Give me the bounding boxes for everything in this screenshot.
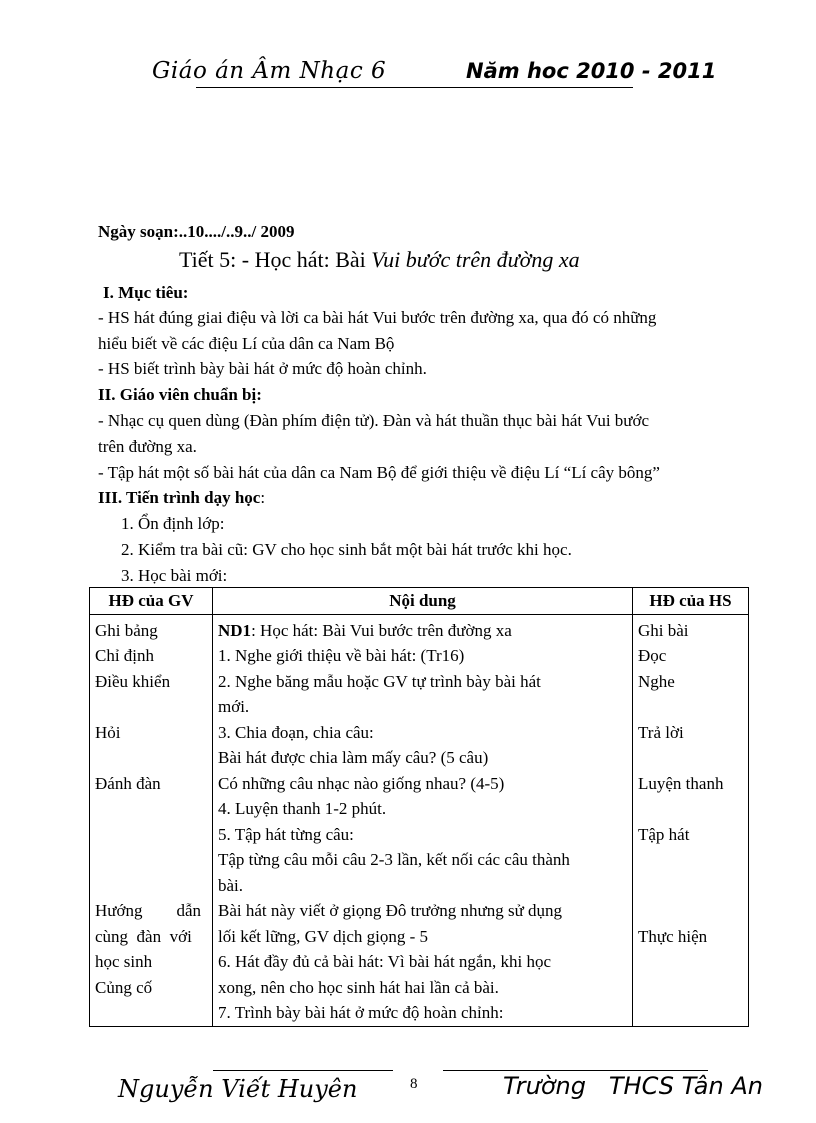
content-item: 3. Chia đoạn, chia câu: bbox=[218, 722, 374, 742]
header-school-year: Năm hoc 2010 - 2011 bbox=[466, 59, 717, 83]
content-item: 7. Trình bày bài hát ở mức độ hoàn chỉnh: bbox=[218, 1003, 504, 1022]
header-subject: Giáo án Âm Nhạc 6 bbox=[152, 58, 387, 84]
table-row bbox=[90, 614, 749, 1026]
content-title bbox=[218, 618, 627, 644]
hs-item bbox=[638, 873, 743, 899]
hs-item bbox=[638, 898, 743, 924]
gv-column bbox=[90, 614, 213, 1026]
section1-line: hiểu biết về các điệu Lí của dân ca Nam Bộ bbox=[98, 334, 395, 353]
gv-item bbox=[95, 873, 207, 899]
header-divider bbox=[196, 87, 633, 88]
gv-item: Củng cố bbox=[95, 977, 153, 997]
gv-item bbox=[95, 796, 207, 822]
gv-item bbox=[95, 745, 207, 771]
hs-item: Ghi bài bbox=[638, 620, 689, 640]
content-item: lối kết lững, GV dịch giọng - 5 bbox=[218, 926, 429, 946]
section3-heading bbox=[98, 488, 265, 508]
hs-item: Đọc bbox=[638, 646, 667, 665]
footer-divider-left bbox=[213, 1070, 393, 1071]
hs-item: Tập hát bbox=[638, 824, 690, 844]
content-item: 5. Tập hát từng câu: bbox=[218, 824, 354, 844]
footer-school: Trường THCS Tân An bbox=[503, 1072, 763, 1100]
date-line: Ngày soạn:..10..../..9../ 2009 bbox=[98, 222, 295, 241]
content-title-text: : Học hát: Bài Vui bước trên đường xa bbox=[251, 620, 512, 640]
section2-line: - Nhạc cụ quen dùng (Đàn phím điện tử). Đàn và hát thuần thục bài hát Vui bước bbox=[98, 411, 650, 430]
content-item: bài. bbox=[218, 875, 244, 895]
section3-step: 1. Ổn định lớp: bbox=[121, 514, 225, 533]
table-header-row bbox=[90, 588, 749, 615]
content-item: xong, nên cho học sinh hát hai lần cả bài. bbox=[218, 977, 499, 997]
hs-item bbox=[638, 847, 743, 873]
section3-step: 2. Kiểm tra bài cũ: GV cho học sinh bắt một bài hát trước khi học. bbox=[121, 540, 572, 559]
gv-item bbox=[95, 847, 207, 873]
section3-heading-colon: : bbox=[260, 488, 266, 507]
content-column bbox=[213, 614, 633, 1026]
hs-item: Nghe bbox=[638, 671, 675, 691]
gv-item: Hỏi bbox=[95, 722, 121, 742]
content-item: 1. Nghe giới thiệu về bài hát: (Tr16) bbox=[218, 646, 465, 665]
gv-item: Hướng dẫn bbox=[95, 901, 202, 920]
content-item: Bài hát này viết ở giọng Đô trưởng nhưng sử dụng bbox=[218, 901, 563, 920]
section3-step: 3. Học bài mới: bbox=[121, 566, 228, 585]
section2-line: trên đường xa. bbox=[98, 437, 197, 456]
hs-item: Trả lời bbox=[638, 722, 684, 742]
content-item: Bài hát được chia làm mấy câu? (5 câu) bbox=[218, 748, 489, 767]
lesson-title-prefix: Tiết 5: - Học hát: Bài bbox=[179, 247, 372, 272]
content-item: 4. Luyện thanh 1-2 phút. bbox=[218, 799, 387, 818]
section2-line: - Tập hát một số bài hát của dân ca Nam Bộ để giới thiệu về điệu Lí “Lí cây bông” bbox=[98, 463, 660, 482]
content-title-label: ND1 bbox=[218, 620, 252, 640]
gv-item bbox=[95, 822, 207, 848]
section1-line: - HS biết trình bày bài hát ở mức độ hoàn chỉnh. bbox=[98, 359, 427, 378]
gv-item: Chỉ định bbox=[95, 646, 155, 665]
header-hs: HĐ của HS bbox=[633, 588, 749, 615]
gv-item: cùng đàn với bbox=[95, 926, 192, 946]
footer-divider-right bbox=[443, 1070, 708, 1071]
content-item: 6. Hát đầy đủ cả bài hát: Vì bài hát ngắn, khi học bbox=[218, 952, 551, 971]
gv-item: Đánh đàn bbox=[95, 773, 161, 793]
hs-item: Thực hiện bbox=[638, 926, 708, 946]
content-item: Tập từng câu mỗi câu 2-3 lần, kết nối các câu thành bbox=[218, 850, 570, 869]
hs-item: Luyện thanh bbox=[638, 773, 724, 793]
gv-item bbox=[95, 1000, 207, 1026]
section3-heading-text: III. Tiến trình dạy học bbox=[98, 488, 261, 507]
hs-item bbox=[638, 975, 743, 1001]
hs-column bbox=[633, 614, 749, 1026]
footer-author: Nguyễn Viết Huyên bbox=[118, 1075, 358, 1103]
hs-item bbox=[638, 745, 743, 771]
gv-item: Điều khiển bbox=[95, 671, 171, 691]
lesson-plan-table bbox=[89, 587, 749, 1027]
section2-heading: II. Giáo viên chuẩn bị: bbox=[98, 385, 262, 404]
gv-item: học sinh bbox=[95, 952, 153, 971]
content-item: Có những câu nhạc nào giống nhau? (4-5) bbox=[218, 773, 505, 793]
page-number: 8 bbox=[410, 1076, 418, 1092]
hs-item bbox=[638, 949, 743, 975]
header-content: Nội dung bbox=[213, 588, 633, 615]
content-item: mới. bbox=[218, 697, 250, 716]
gv-item: Ghi bảng bbox=[95, 620, 158, 640]
gv-item bbox=[95, 694, 207, 720]
hs-item bbox=[638, 694, 743, 720]
lesson-title bbox=[179, 247, 580, 273]
section1-line: - HS hát đúng giai điệu và lời ca bài hát Vui bước trên đường xa, qua đó có những bbox=[98, 308, 657, 327]
content-item: 2. Nghe băng mẫu hoặc GV tự trình bày bài hát bbox=[218, 671, 541, 691]
hs-item bbox=[638, 796, 743, 822]
section1-heading: I. Mục tiêu: bbox=[103, 283, 189, 302]
lesson-song-name: Vui bước trên đường xa bbox=[371, 247, 580, 272]
header-gv: HĐ của GV bbox=[90, 588, 213, 615]
hs-item bbox=[638, 1000, 743, 1026]
